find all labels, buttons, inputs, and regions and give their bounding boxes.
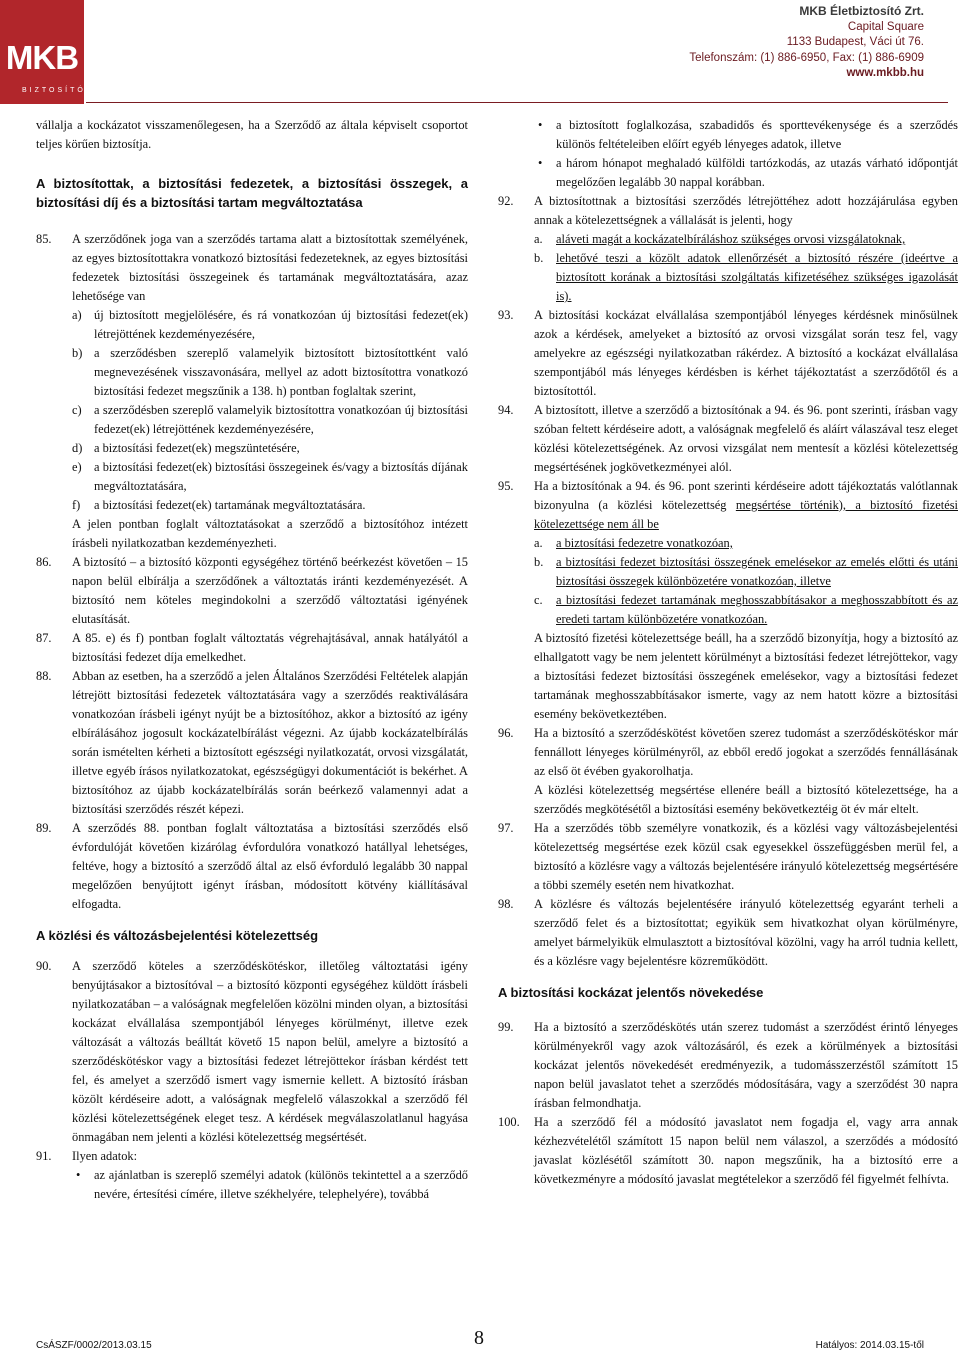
item-marker: a) [72, 308, 82, 322]
paragraph-97 [498, 819, 958, 895]
item-text: lehetővé teszi a közölt adatok ellenőrzését a biztosító részére (ideértve a biztosított korának a biztosítási szolgáltatás kifizetéséhez szükséges igazolását is). [556, 251, 958, 303]
item-text: a biztosított foglalkozása, szabadidős és sporttevékenysége és a szerződés különös feltételeiben előírt egyéb lényeges adatok, illetve [556, 118, 958, 151]
paragraph-text: A szerződőnek joga van a szerződés tartama alatt a biztosítottak személyének, az egyes biztosítottakra vonatkozó biztosítási fedezeteknek, az egyes biztosítási fedezetek biztosítási összegeinek és tartamának megváltoztatására, azaz lehetősége van [72, 232, 468, 303]
paragraph-92-items [498, 230, 958, 306]
bullets-continued [498, 116, 958, 192]
paragraph-text: Ha a biztosító a szerződéskötés után szerez tudomást a szerződést érintő lényeges körülményekről vagy azok változásáról, és ezek a körülmények a biztosítási kockázat jelentős növekedését eredményezik, a tudomásszerzéstől számított 15 napon belül javaslatot tehet a szerződés módosítására, vagy a szerződést 30 napra írásban felmondhatja. [534, 1020, 958, 1110]
paragraph-96 [498, 724, 958, 781]
list-item [72, 458, 468, 496]
list-item [534, 249, 958, 306]
paragraph-95 [498, 477, 958, 534]
paragraph-text: A szerződő köteles a szerződéskötéskor, illetőleg változtatási igény benyújtásakor a biztosítóval – a biztosító központi egységéhez küldött írásbeli nyilatkozatában – a valóságnak megfelelően közölni minden olyan, a biztosítási kockázat elvállalása szempontjából lényeges körülményt, illetve ezek változását a változás beálltát követő 15 napon belül, amelyre a biztosító a szerződéskötéskor vagy a biztosítási fedezet létrejöttekor írásban kérdést tett fel, és amelyet a szerződő ismert vagy ismernie kellett. A biztosító írásban közölt kérdéseire adott, a valóságnak megfelelő válaszokkal a szerződő fél közlési kötelezettségének eleget tesz. A kérdések megválaszolatlanul hagyása önmagában nem jelenti a közlési kötelezettség megsértését. [72, 959, 468, 1144]
address-line1: Capital Square [847, 20, 924, 33]
item-text: a biztosítási fedezet(ek) tartamának megváltoztatására. [94, 498, 366, 512]
company-logo [0, 0, 84, 104]
list-item [534, 154, 958, 192]
paragraph-text: A biztosított, illetve a szerződő a biztosítónak a 94. és 96. pont szerinti, írásban vagy szóban feltett kérdéseire adott, a valóságnak megfelelő és aláírt válaszával tesz eleget közlési kötelezettségének. Az orvosi vizsgálat nem mentesít a közlési kötelezettség megsértésének jogkövetkezményei alól. [534, 403, 958, 474]
paragraph-95-tail: A biztosító fizetési kötelezettsége beáll, ha a szerződő bizonyítja, hogy a biztosító az elhallgatott vagy be nem jelentett körülményt a biztosítási fedezet létrejöttekor, vagy a biztosítási fedezet biztosítási összegének emelésekor, vagy a biztosítási fedezet tartamának meghosszabbításakor ismerte, vagy az nem hatott közre a biztosítási esemény bekövetkeztében. [534, 631, 958, 721]
item-text: a biztosítási fedezet(ek) biztosítási összegeinek és/vagy a biztosítás díjának megváltoztatására, [94, 460, 468, 493]
paragraph-number: 85. [36, 232, 52, 246]
item-text: aláveti magát a kockázatelbíráláshoz szükséges orvosi vizsgálatoknak, [556, 232, 906, 246]
list-item [534, 553, 958, 591]
paragraph-text: A biztosító – a biztosító központi egységéhez történő beérkezést követően – 15 napon belül elbírálja a szerződőnek a változtatás iránti kezdeményezését. A biztosító nem köteles megindokolni a szerződő változtatási igényének elutasítását. [72, 555, 468, 626]
item-marker: c) [72, 403, 82, 417]
paragraph-91-bullets [36, 1166, 468, 1204]
paragraph-number: 92. [498, 194, 514, 208]
item-text: az ajánlatban is szereplő személyi adatok (különös tekintettel a a szerződő nevére, értesítési címére, illetve székhelyére, telephelyére), továbbá [94, 1168, 468, 1201]
paragraph-text: A biztosítottnak a biztosítási szerződés létrejöttéhez adott hozzájárulása egyben annak a kötelezettségnek a vállalását is jelenti, hogy [534, 194, 958, 227]
list-item [534, 230, 958, 249]
phone-line: Telefonszám: (1) 886-6950, Fax: (1) 886-6909 [689, 51, 924, 64]
item-marker: f) [72, 498, 81, 512]
bullet-icon: • [76, 1168, 81, 1182]
list-item [72, 344, 468, 401]
paragraph-number: 98. [498, 897, 514, 911]
list-item [534, 534, 958, 553]
list-item [72, 401, 468, 439]
list-item [72, 1166, 468, 1204]
item-marker: a. [534, 536, 543, 550]
paragraph-89 [36, 819, 468, 914]
paragraph-96-tail: A közlési kötelezettség megsértése ellenére beáll a biztosító kötelezettsége, ha a szerződés megkötésétől a biztosítási esemény bekövetkeztéig öt év már eltelt. [534, 783, 958, 816]
address-line2: 1133 Budapest, Váci út 76. [786, 36, 924, 48]
paragraph-text: Ha a biztosítónak a 94. és 96. pont szerinti kérdéseire adott tájékoztatás valótlannak bizonyulna (a közlési kötelezettség [534, 479, 958, 512]
list-item [72, 439, 468, 458]
paragraph-number: 88. [36, 669, 52, 683]
list-item [72, 306, 468, 344]
intro-paragraph: vállalja a kockázatot visszamenőlegesen, ha a Szerződő az általa képviselt csoportot teljes körűen biztosítja. [36, 118, 468, 151]
item-marker: e) [72, 460, 82, 474]
item-text: a szerződésben szereplő valamelyik biztosított biztosítottként való megnevezésének visszavonására, mellyel az adott biztosítottra vonatkozó biztosítási fedezet megszűnik a 138. h) pontban foglaltak szerint, [94, 346, 468, 398]
bullet-icon: • [538, 118, 543, 132]
header-divider [86, 102, 948, 103]
item-marker: b. [534, 555, 544, 569]
paragraph-number: 95. [498, 479, 514, 493]
document-code: CsÁSZF/0002/2013.03.15 [36, 1340, 152, 1351]
paragraph-100 [498, 1113, 958, 1189]
paragraph-text: A 85. e) és f) pontban foglalt változtatás végrehajtásával, annak hatályától a biztosítási fedezet díja emelkedhet. [72, 631, 468, 664]
paragraph-85-tail: A jelen pontban foglalt változtatásokat a szerződő a biztosítóhoz intézett írásbeli nyilatkozatban kezdeményezheti. [72, 517, 468, 550]
item-marker: b. [534, 251, 544, 265]
paragraph-text: A biztosítási kockázat elvállalása szempontjából lényeges kérdésnek minősülnek azok a kérdések, amelyeket a biztosító az orvosi vizsgálat során tesz fel, vagy amelyekre az egészségi nyilatkozatban rákérdez. A biztosító a kockázat elvállalása szempontjából más lényeges kérdésben is kérhet tájékoztatást a szerződőtől és a biztosítottól. [534, 308, 958, 398]
paragraph-number: 93. [498, 308, 514, 322]
paragraph-98 [498, 895, 958, 971]
paragraph-number: 100. [498, 1115, 520, 1129]
section-heading-risk-increase: A biztosítási kockázat jelentős növekedése [498, 985, 764, 1000]
item-marker: c. [534, 593, 543, 607]
validity-date: Hatályos: 2014.03.15-től [815, 1340, 924, 1351]
item-text: a szerződésben szereplő valamelyik biztosítottra vonatkozóan új biztosítási fedezet(ek) létrejöttének kezdeményezésére, [94, 403, 468, 436]
paragraph-92 [498, 192, 958, 230]
item-marker: a. [534, 232, 543, 246]
section-heading-disclosure: A közlési és változásbejelentési kötelezettség [36, 928, 319, 943]
paragraph-number: 96. [498, 726, 514, 740]
paragraph-text: Ha a szerződés több személyre vonatkozik, és a közlési vagy változásbejelentési kötelezettség megsértése ezek közül csak egyesekkel összefüggésben merül fel, a biztosító a közlésre vagy a változás bejelentésére irányuló kötelezettség megsértésére a többi személy esetén nem hivatkozhat. [534, 821, 958, 892]
paragraph-number: 99. [498, 1020, 514, 1034]
paragraph-number: 89. [36, 821, 52, 835]
paragraph-text: A szerződés 88. pontban foglalt változtatása a biztosítási szerződés első évfordulóját követően kizárólag évfordulóra vonatkozó hatállyal lehetséges, feltéve, hogy a biztosító a szerződő által az első évforduló legalább 30 nappal megelőzően benyújtott igényt írásban, módosított kötvény kiállításával elfogadta. [72, 821, 468, 911]
website-link[interactable]: www.mkbb.hu [846, 67, 924, 79]
paragraph-text: Ha a biztosító a szerződéskötést követően szerez tudomást a szerződéskötéskor már fennállott lényeges körülményről, az ebből eredő jogokat a szerződés fennállásának az első öt évében gyakorolhatja. [534, 726, 958, 778]
logo-subtitle: BIZTOSÍTÓ [22, 87, 86, 94]
paragraph-number: 97. [498, 821, 514, 835]
item-text: a biztosítási fedezetre vonatkozóan, [556, 536, 733, 550]
paragraph-90 [36, 957, 468, 1147]
item-text: új biztosított megjelölésére, és rá vonatkozóan új biztosítási fedezet(ek) létrejöttének kezdeményezésére, [94, 308, 468, 341]
paragraph-95-items [498, 534, 958, 629]
left-column [36, 116, 468, 1204]
list-item [72, 496, 468, 515]
paragraph-number: 94. [498, 403, 514, 417]
item-text: a biztosítási fedezet tartamának meghosszabbításakor a meghosszabbított és az eredeti tartam különbözetére vonatkozóan. [556, 593, 958, 626]
paragraph-text: Ilyen adatok: [72, 1149, 138, 1163]
paragraph-text: Abban az esetben, ha a szerződő a jelen Általános Szerződési Feltételek alapján létrejött biztosítási fedezetek változtatására vagy a szerződés reaktiválására vonatkozóan írásbeli igényt nyújt be a biztosítóhoz, akkor a biztosító az igény elbírálásához jogosult kockázatelbírálást végezni. Az újabb kockázatelbírálás során ismételten kérheti a biztosított egészségi nyilatkozatát, orvosi vizsgálatát, illetve egyéb írásos nyilatkozatokat, egészségügyi dokumentációt is bekérhet. A biztosítóhoz az újabb kockázatelbírálás során beérkező valamennyi adat a biztosítási szerződés részét képezi. [72, 669, 468, 816]
section-heading-changes: A biztosítottak, a biztosítási fedezetek, a biztosítási összegek, a biztosítási díj és a biztosítási tartam megváltoztatása [36, 176, 468, 210]
list-item [534, 591, 958, 629]
paragraph-text: Ha a szerződő fél a módosító javaslatot nem fogadja el, vagy arra annak kézhezvételétől számított 15 napon belül nem válaszol, a szerződés a módosító javaslat közlésétől számított 30. napon megszűnik, ha a biztosító erre a következményre a módosító javaslat megtételekor a szerződő fél figyelmét felhívta. [534, 1115, 958, 1186]
company-info [689, 4, 924, 82]
item-text: a három hónapot meghaladó külföldi tartózkodás, az utazás várható időpontját megelőzően legalább 30 nappal korábban. [556, 156, 958, 189]
paragraph-85 [36, 230, 468, 306]
item-text: a biztosítási fedezet(ek) megszüntetésére, [94, 441, 300, 455]
list-item [534, 116, 958, 154]
page-footer [0, 1327, 960, 1351]
paragraph-86 [36, 553, 468, 629]
item-marker: b) [72, 346, 83, 360]
paragraph-number: 86. [36, 555, 52, 569]
paragraph-number: 91. [36, 1149, 52, 1163]
paragraph-number: 87. [36, 631, 52, 645]
company-name: MKB Életbiztosító Zrt. [799, 4, 924, 18]
paragraph-85-items [36, 306, 468, 515]
page-number: 8 [474, 1327, 484, 1349]
right-column [498, 116, 958, 1189]
paragraph-number: 90. [36, 959, 52, 973]
paragraph-93 [498, 306, 958, 401]
paragraph-text-underlined: megsértése történik), a biztosító fizetési kötelezettsége nem áll be [534, 498, 958, 531]
paragraph-99 [498, 1018, 958, 1113]
paragraph-88 [36, 667, 468, 819]
logo-text: MKB [5, 39, 79, 76]
paragraph-91 [36, 1147, 468, 1166]
item-marker: d) [72, 441, 83, 455]
paragraph-text: A közlésre és változás bejelentésére irányuló kötelezettség egyaránt terheli a szerződő felet és a biztosítottat; egyikük sem hivatkozhat olyan körülményre, amelyet bármelyikük elmulasztott a biztosítóval közölni, vagy ha arról tudnia kellett, és a közlésre vagy bejelentésre közreműködött. [534, 897, 958, 968]
item-text: a biztosítási fedezet biztosítási összegének emelésekor az emelés előtti és utáni biztosítási összegek különbözetére vonatkozóan, illetve [556, 555, 958, 588]
paragraph-94 [498, 401, 958, 477]
bullet-icon: • [538, 156, 543, 170]
paragraph-87 [36, 629, 468, 667]
